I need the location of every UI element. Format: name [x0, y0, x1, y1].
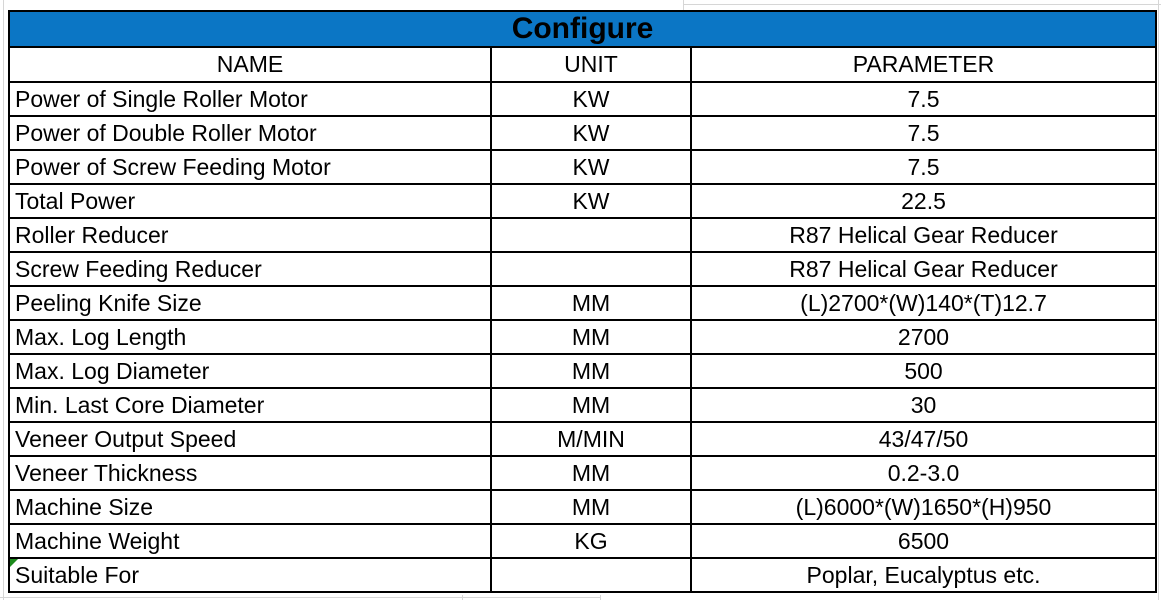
- cell-parameter: R87 Helical Gear Reducer: [691, 218, 1156, 252]
- table-title: Configure: [9, 11, 1156, 47]
- sheet-gridline: [0, 597, 601, 598]
- table-row: [9, 116, 1156, 150]
- column-header-unit: UNIT: [491, 47, 691, 82]
- cell-parameter: 43/47/50: [691, 422, 1156, 456]
- cell-unit: KG: [491, 524, 691, 558]
- table-row: [9, 218, 1156, 252]
- sheet-gridline: [462, 595, 463, 600]
- cell-parameter: 0.2-3.0: [691, 456, 1156, 490]
- cell-parameter: Poplar, Eucalyptus etc.: [691, 558, 1156, 592]
- table-body: [9, 82, 1156, 592]
- cell-name: Max. Log Diameter: [9, 354, 491, 388]
- table-row: [9, 150, 1156, 184]
- cell-unit: KW: [491, 184, 691, 218]
- cell-parameter: (L)2700*(W)140*(T)12.7: [691, 286, 1156, 320]
- cell-unit: [491, 218, 691, 252]
- table-row: [9, 82, 1156, 116]
- cell-name: Power of Single Roller Motor: [9, 82, 491, 116]
- cell-unit: MM: [491, 456, 691, 490]
- table-row: [9, 286, 1156, 320]
- cell-name: Screw Feeding Reducer: [9, 252, 491, 286]
- cell-unit: [491, 558, 691, 592]
- cell-name: Total Power: [9, 184, 491, 218]
- cell-unit: KW: [491, 150, 691, 184]
- cell-note-indicator: [10, 559, 18, 567]
- table-row: [9, 524, 1156, 558]
- table-row: [9, 422, 1156, 456]
- cell-parameter: (L)6000*(W)1650*(H)950: [691, 490, 1156, 524]
- cell-parameter: 30: [691, 388, 1156, 422]
- table-row: [9, 354, 1156, 388]
- cell-unit: KW: [491, 116, 691, 150]
- cell-parameter: 7.5: [691, 116, 1156, 150]
- table-row: [9, 388, 1156, 422]
- sheet-gridline: [3, 0, 4, 600]
- configure-table: [8, 10, 1157, 593]
- cell-unit: KW: [491, 82, 691, 116]
- cell-name: Peeling Knife Size: [9, 286, 491, 320]
- cell-parameter: 500: [691, 354, 1156, 388]
- column-header-name: NAME: [9, 47, 491, 82]
- cell-name-label: Suitable For: [15, 561, 140, 588]
- cell-name: Machine Weight: [9, 524, 491, 558]
- cell-unit: M/MIN: [491, 422, 691, 456]
- sheet-gridline: [600, 595, 601, 600]
- cell-unit: [491, 252, 691, 286]
- sheet-gridline: [683, 4, 1161, 5]
- cell-name: Veneer Output Speed: [9, 422, 491, 456]
- column-header-parameter: PARAMETER: [691, 47, 1156, 82]
- cell-name: Veneer Thickness: [9, 456, 491, 490]
- cell-unit: MM: [491, 354, 691, 388]
- cell-parameter: 2700: [691, 320, 1156, 354]
- table-row: [9, 490, 1156, 524]
- table-title-row: [9, 11, 1156, 47]
- cell-parameter: 7.5: [691, 150, 1156, 184]
- table-row: [9, 558, 1156, 592]
- cell-name: [9, 558, 491, 592]
- table-row: [9, 320, 1156, 354]
- cell-parameter: 7.5: [691, 82, 1156, 116]
- sheet-gridline: [1158, 0, 1159, 600]
- cell-unit: MM: [491, 388, 691, 422]
- cell-name: Min. Last Core Diameter: [9, 388, 491, 422]
- cell-name: Power of Double Roller Motor: [9, 116, 491, 150]
- table-row: [9, 184, 1156, 218]
- cell-parameter: 22.5: [691, 184, 1156, 218]
- cell-unit: MM: [491, 490, 691, 524]
- cell-name: Max. Log Length: [9, 320, 491, 354]
- cell-name: Power of Screw Feeding Motor: [9, 150, 491, 184]
- table-row: [9, 456, 1156, 490]
- cell-unit: MM: [491, 320, 691, 354]
- cell-name: Machine Size: [9, 490, 491, 524]
- cell-unit: MM: [491, 286, 691, 320]
- table-header-row: [9, 47, 1156, 82]
- cell-parameter: 6500: [691, 524, 1156, 558]
- cell-name: Roller Reducer: [9, 218, 491, 252]
- cell-parameter: R87 Helical Gear Reducer: [691, 252, 1156, 286]
- table-row: [9, 252, 1156, 286]
